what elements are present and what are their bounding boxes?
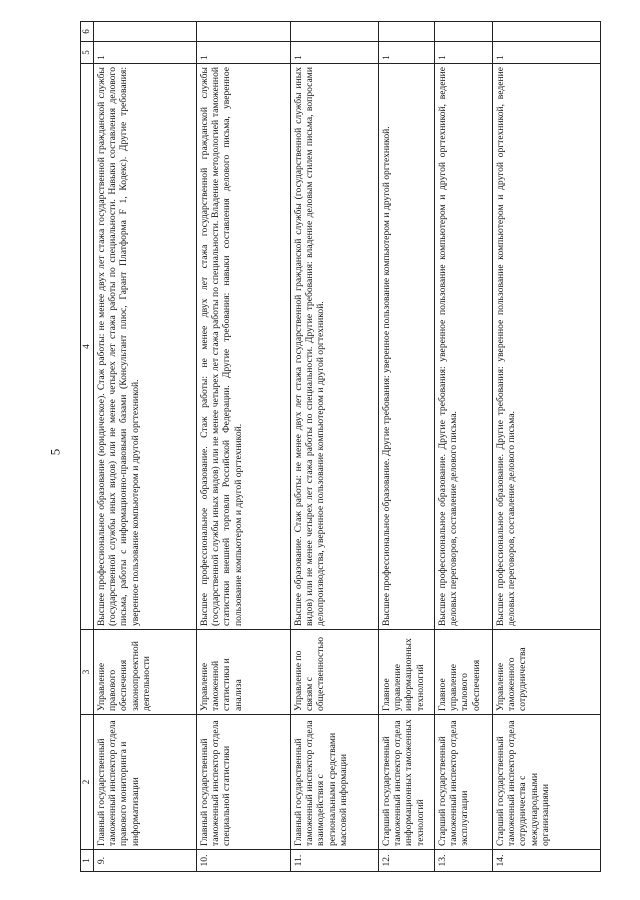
header-cell-position: 2 (81, 715, 94, 850)
header-cell-department: 3 (81, 630, 94, 715)
count-cell: 1 (94, 42, 197, 64)
rotated-table-container (80, 22, 600, 872)
position-cell: Главный государственный таможенный инспектор отдела взаимодействия с региональными средствами массовой информации (291, 715, 379, 850)
table-row (94, 22, 197, 872)
department-cell: Управление правового обеспечения законопроектной деятельности (94, 630, 197, 715)
table-row (291, 22, 379, 872)
note-cell (435, 22, 493, 42)
count-cell: 1 (435, 42, 493, 64)
header-cell-note: 6 (81, 22, 94, 42)
requirements-cell: Высшее профессиональное образование. Другие требования: уверенное пользование компьютером и другой оргтехникой, ведение деловых переговоров, составление делового письма. (435, 64, 493, 630)
count-cell: 1 (493, 42, 601, 64)
department-cell: Управление таможенного сотрудничества (493, 630, 601, 715)
header-cell-count: 5 (81, 42, 94, 64)
vacancy-table (80, 21, 601, 872)
requirements-cell: Высшее профессиональное образование (юридическое). Стаж работы: не менее двух лет стажа государственной гражданской службы (государственной службы иных видов) или не менее четырех лет стажа работы по специальности. Навыки составления делового письма, работы с информационно-правовыми базами (Консультант плюс, Гарант Платформа F 1, Кодекс). Другие требования: уверенное пользование компьютером и другой оргтехникой. (94, 64, 197, 630)
row-number: 10. (197, 850, 291, 872)
department-cell: Главное управление информационных технологий (379, 630, 435, 715)
position-cell: Старший государственный таможенный инспектор отдела эксплуатации (435, 715, 493, 850)
requirements-cell: Высшее профессиональное образование. Другие требования: уверенное пользование компьютером и другой оргтехникой. (379, 64, 435, 630)
note-cell (197, 22, 291, 42)
count-cell: 1 (379, 42, 435, 64)
requirements-cell: Высшее профессиональное образование. Стаж работы: не менее двух лет стажа государственной гражданской службы (государственной службы иных видов) или не менее четырех лет стажа работы по специальности. Владение методологией таможенной статистики внешней торговли Российской Федерации. Другие требования: навыки составления делового письма, уверенное пользование компьютером и другой оргтехникой. (197, 64, 291, 630)
row-number: 11. (291, 850, 379, 872)
header-cell-number: 1 (81, 850, 94, 872)
row-number: 9. (94, 850, 197, 872)
row-number: 12. (379, 850, 435, 872)
note-cell (379, 22, 435, 42)
count-cell: 1 (291, 42, 379, 64)
position-cell: Старший государственный таможенный инспектор отдела информационных таможенных технологий (379, 715, 435, 850)
requirements-cell: Высшее образование. Стаж работы: не менее двух лет стажа государственной гражданской службы (государственной службы иных видов) или не менее четырех лет стажа работы по специальности. Другие требования: владение деловым стилем письма, вопросами делопроизводства, уверенное пользование компьютером и другой оргтехникой. (291, 64, 379, 630)
header-cell-requirements: 4 (81, 64, 94, 630)
table-row (435, 22, 493, 872)
table-row (197, 22, 291, 872)
page-number: 5 (47, 448, 63, 456)
count-cell: 1 (197, 42, 291, 64)
department-cell: Управление таможенной статистики и анализа (197, 630, 291, 715)
note-cell (94, 22, 197, 42)
table-row (379, 22, 435, 872)
row-number: 14. (493, 850, 601, 872)
header-row (81, 22, 94, 872)
department-cell: Главное управление тылового обеспечения (435, 630, 493, 715)
department-cell: Управление по связям с общественностью (291, 630, 379, 715)
row-number: 13. (435, 850, 493, 872)
note-cell (493, 22, 601, 42)
position-cell: Главный государственный таможенный инспектор отдела специальной статистики (197, 715, 291, 850)
note-cell (291, 22, 379, 42)
position-cell: Старший государственный таможенный инспектор отдела сотрудничества с международными организациями (493, 715, 601, 850)
requirements-cell: Высшее профессиональное образование. Другие требования: уверенное пользование компьютером и другой оргтехникой, ведение деловых переговоров, составление делового письма. (493, 64, 601, 630)
table-row (493, 22, 601, 872)
position-cell: Главный государственный таможенный инспектор отдела правового мониторинга и информатизации (94, 715, 197, 850)
